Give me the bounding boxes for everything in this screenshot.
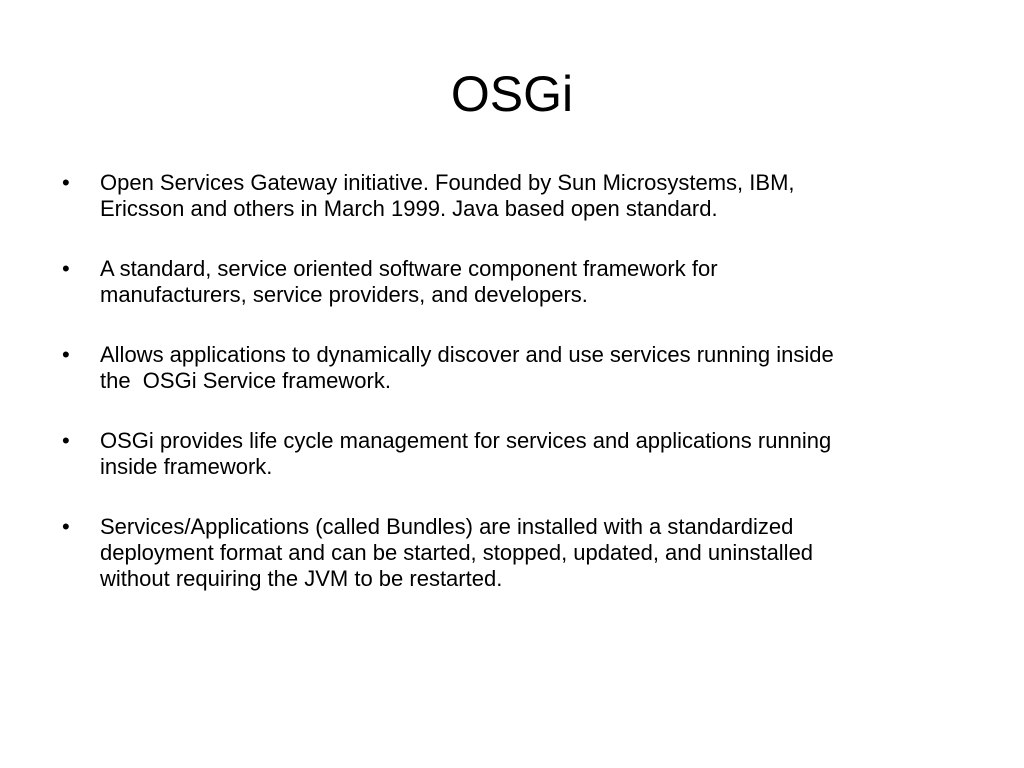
bullet-text: Allows applications to dynamically discover and use services running inside the OSGi Service framework. (100, 342, 834, 393)
bullet-marker: • (62, 170, 70, 195)
bullet-marker: • (62, 514, 70, 539)
bullet-item (62, 428, 962, 480)
bullet-item (62, 514, 962, 592)
bullet-marker: • (62, 256, 70, 281)
bullet-item (62, 342, 962, 394)
bullet-list (62, 170, 962, 626)
bullet-text: OSGi provides life cycle management for services and applications running inside framework. (100, 428, 832, 479)
bullet-text: A standard, service oriented software component framework for manufacturers, service providers, and developers. (100, 256, 718, 307)
bullet-text: Services/Applications (called Bundles) are installed with a standardized deployment format and can be started, stopped, updated, and uninstalled without requiring the JVM to be restarted. (100, 514, 814, 591)
bullet-marker: • (62, 428, 70, 453)
bullet-item (62, 170, 962, 222)
bullet-text: Open Services Gateway initiative. Founded by Sun Microsystems, IBM, Ericsson and others in March 1999. Java based open standard. (100, 170, 795, 221)
bullet-item (62, 256, 962, 308)
slide-title: OSGi (450, 66, 574, 122)
bullet-marker: • (62, 342, 70, 367)
